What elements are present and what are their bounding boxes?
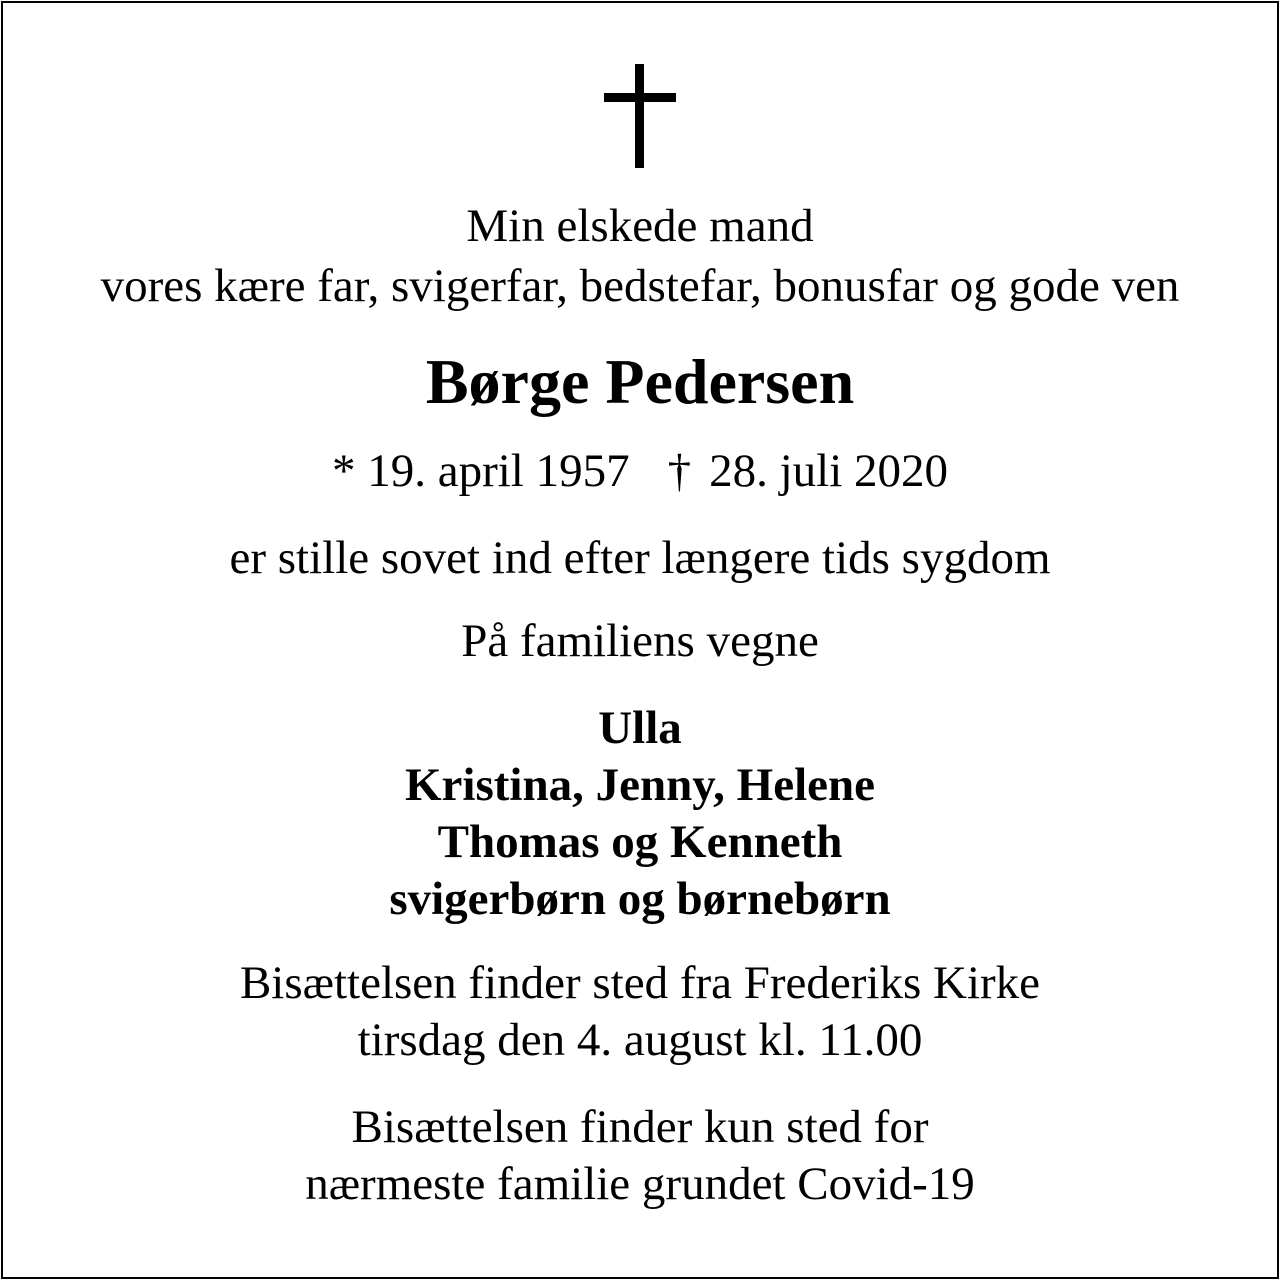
life-dates bbox=[0, 445, 1280, 497]
on-behalf-text: På familiens vegne bbox=[461, 615, 819, 667]
deceased-name: Børge Pedersen bbox=[425, 346, 855, 417]
intro-line-1: Min elskede mand bbox=[466, 200, 814, 252]
cross-icon bbox=[0, 64, 1280, 170]
announcement-text: er stille sovet ind efter længere tids sygdom bbox=[229, 532, 1051, 584]
death-symbol: † bbox=[667, 445, 692, 497]
death-date: 28. juli 2020 bbox=[709, 445, 949, 497]
note-line-1: Bisættelsen finder kun sted for bbox=[351, 1101, 929, 1153]
family-line-1: Ulla bbox=[598, 702, 682, 754]
note-line-2: nærmeste familie grundet Covid-19 bbox=[305, 1158, 975, 1210]
family-line-2: Kristina, Jenny, Helene bbox=[405, 759, 875, 811]
service-line-1: Bisættelsen finder sted fra Frederiks Kirke bbox=[239, 957, 1041, 1009]
family-line-3: Thomas og Kenneth bbox=[437, 816, 843, 868]
service-line-2: tirsdag den 4. august kl. 11.00 bbox=[357, 1014, 923, 1066]
intro-line-2: vores kære far, svigerfar, bedstefar, bonusfar og gode ven bbox=[100, 260, 1180, 312]
birth-date: * 19. april 1957 bbox=[331, 445, 630, 497]
family-line-4: svigerbørn og børnebørn bbox=[389, 873, 891, 925]
